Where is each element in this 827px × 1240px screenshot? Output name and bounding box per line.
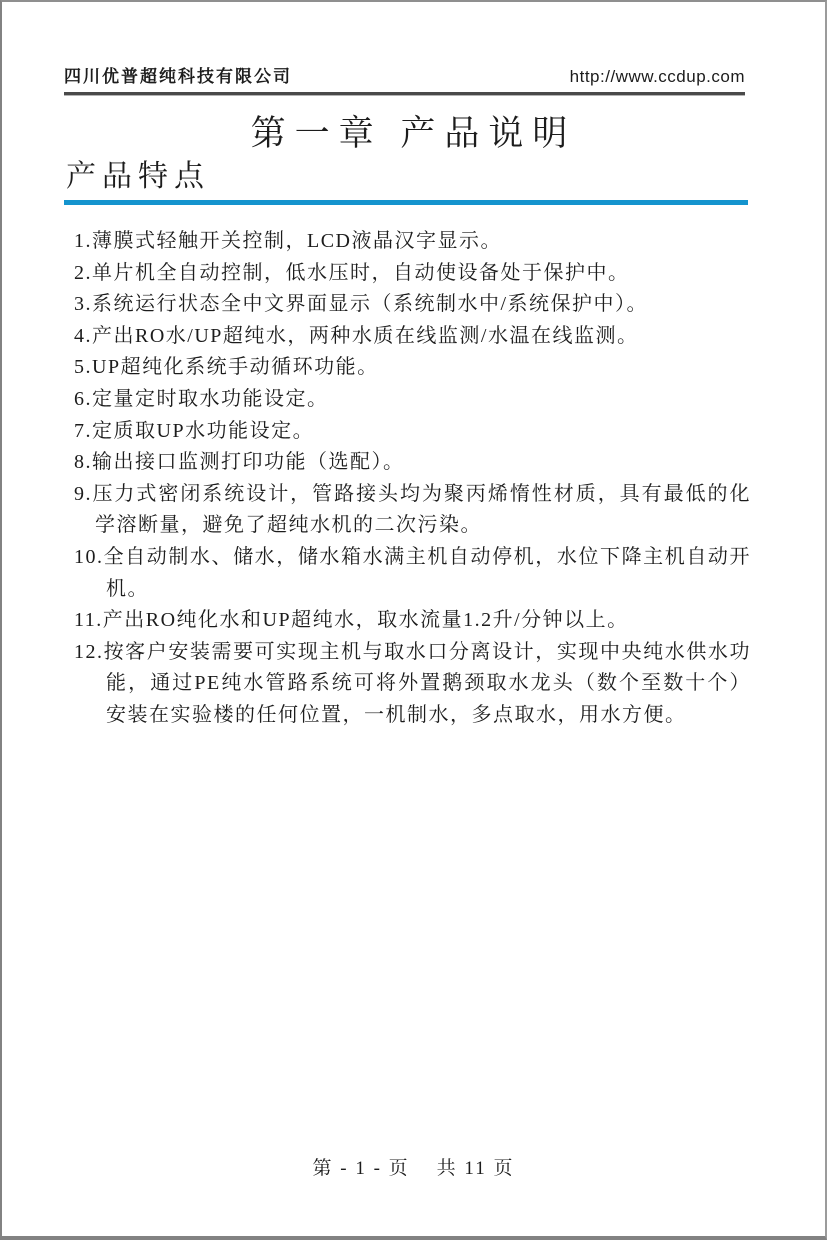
list-item: 4.产出RO水/UP超纯水，两种水质在线监测/水温在线监测。	[74, 324, 639, 347]
list-item: 10.全自动制水、储水，储水箱水满主机自动停机，水位下降主机自动开机。	[74, 545, 751, 600]
section-heading-rule	[64, 200, 748, 205]
chapter-title: 第一章 产品说明	[250, 114, 577, 153]
list-item: 5.UP超纯化系统手动循环功能。	[74, 356, 379, 379]
page-number-footer: 第 - 1 - 页 共 11 页	[312, 1158, 515, 1179]
feature-list	[74, 226, 751, 732]
list-item: 7.定质取UP水功能设定。	[74, 419, 315, 442]
list-item: 2.单片机全自动控制，低水压时，自动使设备处于保护中。	[74, 261, 630, 284]
list-item: 9.压力式密闭系统设计，管路接头均为聚丙烯惰性材质，具有最低的化学溶断量，避免了超纯水机的二次污染。	[74, 482, 751, 537]
company-name: 四川优普超纯科技有限公司	[64, 67, 292, 86]
section-heading: 产品特点	[66, 160, 210, 193]
page-header	[64, 62, 745, 95]
list-item: 11.产出RO纯化水和UP超纯水，取水流量1.2升/分钟以上。	[74, 609, 629, 632]
list-item: 6.定量定时取水功能设定。	[74, 387, 329, 410]
list-item: 1.薄膜式轻触开关控制，LCD液晶汉字显示。	[74, 230, 502, 252]
list-item: 3.系统运行状态全中文界面显示（系统制水中/系统保护中）。	[74, 293, 649, 316]
company-url: http://www.ccdup.com	[569, 67, 745, 86]
list-item: 8.输出接口监测打印功能（选配）。	[74, 451, 405, 474]
list-item: 12.按客户安装需要可实现主机与取水口分离设计，实现中央纯水供水功能，通过PE纯水管路系统可将外置鹅颈取水龙头（数个至数十个）安装在实验楼的任何位置，一机制水，多点取水，用水方便。	[74, 640, 751, 726]
